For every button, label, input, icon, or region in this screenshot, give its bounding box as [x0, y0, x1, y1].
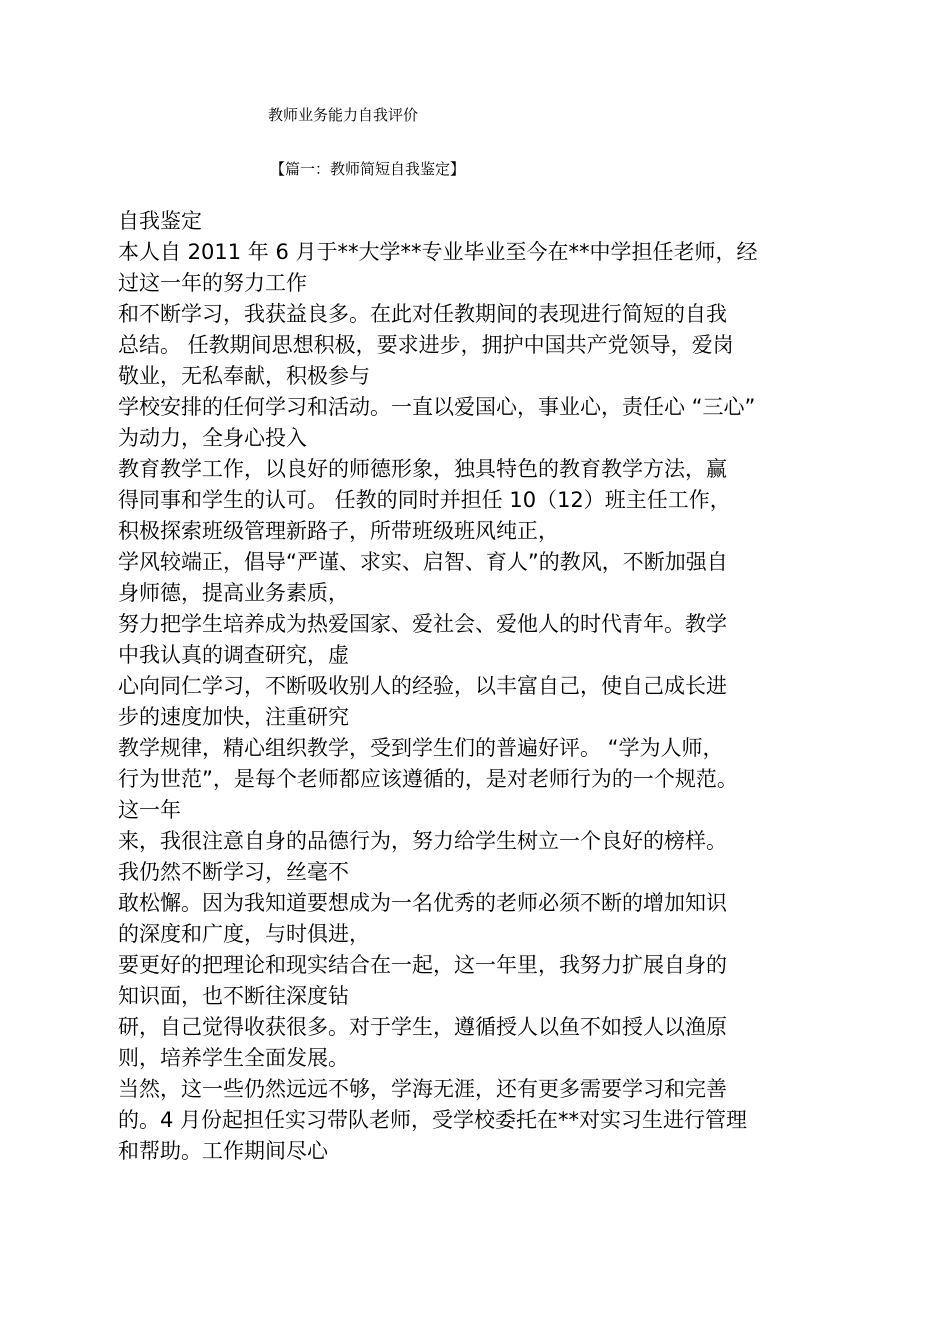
body-line: 当然，这一些仍然远远不够，学海无涯，还有更多需要学习和完善: [118, 1077, 727, 1101]
body-line: 的深度和广度，与时俱进，: [118, 922, 370, 946]
body-line: 和不断学习，我获益良多。在此对任教期间的表现进行简短的自我: [118, 302, 727, 326]
body-line: 心向同仁学习，不断吸收别人的经验，以丰富自己，使自己成长进: [118, 674, 727, 698]
body-line: 总结。 任教期间思想积极，要求进步，拥护中国共产党领导，爱岗: [118, 333, 734, 357]
body-line: 我仍然不断学习，丝毫不: [118, 860, 349, 884]
body-line: 研，自己觉得收获很多。对于学生，遵循授人以鱼不如授人以渔原: [118, 1015, 727, 1039]
body-line: 这一年: [118, 798, 181, 822]
body-line: 教学规律，精心组织教学，受到学生们的普遍好评。 “学为人师，: [118, 736, 724, 760]
body-line: 本人自 2011 年 6 月于**大学**专业毕业至今在**中学担任老师，经: [118, 240, 758, 264]
body-line: 中我认真的调查研究，虚: [118, 643, 349, 667]
body-line: 教育教学工作，以良好的师德形象，独具特色的教育教学方法，赢: [118, 457, 727, 481]
body-line: 过这一年的努力工作: [118, 271, 307, 295]
body-line: 步的速度加快，注重研究: [118, 705, 349, 729]
body-line: 则，培养学生全面发展。: [118, 1046, 349, 1070]
body-line: 身师德，提高业务素质，: [118, 581, 349, 605]
body-line: 和帮助。工作期间尽心: [118, 1139, 328, 1163]
body-line: 为动力，全身心投入: [118, 426, 307, 450]
body-line: 得同事和学生的认可。 任教的同时并担任 10（12）班主任工作，: [118, 488, 731, 512]
body-line: 的。4 月份起担任实习带队老师，受学校委托在**对实习生进行管理: [118, 1108, 748, 1132]
body-line: 来，我很注意自身的品德行为，努力给学生树立一个良好的榜样。: [118, 829, 727, 853]
document-subtitle: 【篇一：教师简短自我鉴定】: [270, 160, 466, 178]
body-line: 敢松懈。因为我知道要想成为一名优秀的老师必须不断的增加知识: [118, 891, 727, 915]
body-line: 学风较端正，倡导“严谨、求实、启智、育人”的教风，不断加强自: [118, 550, 728, 574]
body-line: 要更好的把理论和现实结合在一起，这一年里，我努力扩展自身的: [118, 953, 727, 977]
body-line: 学校安排的任何学习和活动。一直以爱国心，事业心，责任心 “三心”: [118, 395, 756, 419]
document-body: [118, 206, 838, 1167]
body-line: 敬业，无私奉献，积极参与: [118, 364, 370, 388]
body-line: 行为世范”，是每个老师都应该遵循的，是对老师行为的一个规范。: [118, 767, 738, 791]
body-line: 自我鉴定: [118, 209, 202, 233]
body-line: 努力把学生培养成为热爱国家、爱社会、爱他人的时代青年。教学: [118, 612, 727, 636]
document-title: 教师业务能力自我评价: [268, 106, 419, 124]
body-line: 积极探索班级管理新路子，所带班级班风纯正，: [118, 519, 559, 543]
body-line: 知识面，也不断往深度钻: [118, 984, 349, 1008]
